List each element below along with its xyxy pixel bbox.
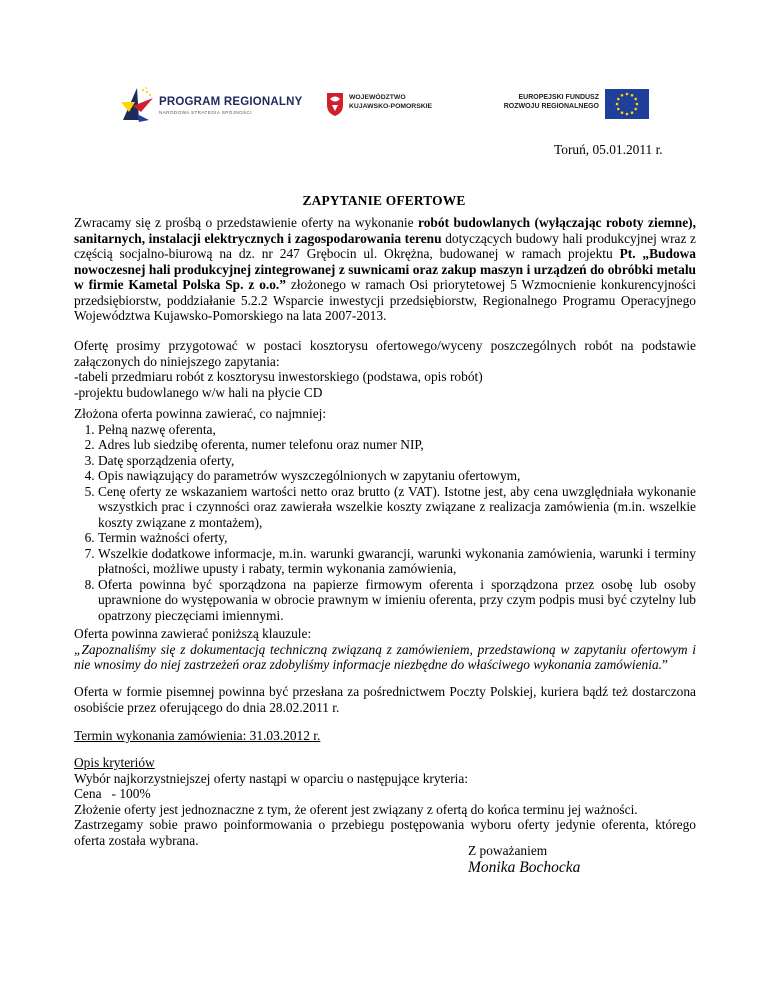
offer-form-item: -projektu budowlanego w/w hali na płycie CD [74, 384, 323, 400]
clause-quote-text: „Zapoznaliśmy się z dokumentacją techniczną związaną z zamówieniem, przedstawioną w zapytaniu ofertowym i nie wnosimy do niej zastrzeżeń oraz zdobyliśmy informacje niezbędne do właściwego wykonania zamówienia. [74, 641, 696, 672]
program-subtitle: NARODOWA STRATEGIA SPÓJNOŚCI [159, 110, 252, 115]
region-line-2: KUJAWSKO-POMORSKIE [349, 103, 433, 110]
eu-flag-icon [605, 89, 649, 119]
requirements-list [74, 422, 696, 624]
clause-intro: Oferta powinna zawierać poniższą klauzule: [74, 626, 312, 641]
intro-scope-bold: robót budowlanych (wyłączając roboty ziemne), sanitarnych, instalacji elektrycznych i zagospodarowania terenu [74, 215, 696, 246]
program-title: PROGRAM REGIONALNY [159, 96, 303, 108]
offer-form-item: -tabeli przedmiaru robót z kosztorysu inwestorskiego (podstawa, opis robót) [74, 369, 483, 384]
region-line-1: WOJEWÓDZTWO [349, 94, 406, 101]
criteria-line: Zastrzegamy sobie prawo poinformowania o przebiegu postępowania wyboru oferty jedynie oferenta, którego oferta została wybrana. [74, 817, 696, 848]
requirements-intro: Złożona oferta powinna zawierać, co najmniej: [74, 406, 327, 421]
program-regionalny-logo [119, 86, 303, 122]
eu-fund-logo [481, 86, 649, 122]
document-date: Toruń, 05.01.2011 r. [554, 142, 663, 157]
kujawsko-pomorskie-logo [325, 86, 455, 122]
criteria-heading: Opis kryteriów [74, 755, 155, 770]
list-item: 1. Pełną nazwę oferenta, [98, 422, 696, 438]
intro-text-1: Zwracamy się z prośbą o przedstawienie oferty na wykonanie [74, 215, 419, 230]
list-item: 8. Oferta powinna być sporządzona na papierze firmowym oferenta i sporządzona przez osobę lub osoby uprawnione do występowania w obrocie prawnym w imieniu oferenta, przy czym podpis musi być czytelny lub opatrzony pieczęciami imiennymi. [98, 577, 696, 624]
criteria-line: Złożenie oferty jest jednoznaczne z tym, że oferent jest związany z ofertą do końca terminu jej ważności. [74, 801, 638, 817]
criteria-section [74, 755, 696, 848]
signature-label: Z poważaniem [468, 843, 548, 858]
list-item: 2. Adres lub siedzibę oferenta, numer telefonu oraz numer NIP, [98, 437, 696, 453]
list-item: 3. Datę sporządzenia oferty, [98, 453, 696, 469]
list-item: 7. Wszelkie dodatkowe informacje, m.in. warunki gwarancji, warunki wykonania zamówienia, warunki i terminy płatności, możliwe upusty i rabaty, termin wykonania zamówienia, [98, 546, 696, 577]
offer-form-text: Ofertę prosimy przygotować w postaci kosztorysu ofertowego/wyceny poszczególnych robót na podstawie załączonych do niniejszego zapytania: [74, 338, 696, 369]
deadline-line: Termin wykonania zamówienia: 31.03.2012 r. [74, 728, 321, 743]
intro-paragraph [74, 215, 696, 324]
logo-banner [119, 86, 649, 122]
intro-project-bold: Pt. „Budowa nowoczesnej hali produkcyjnej zintegrowanej z suwnicami oraz zakup maszyn i urządzeń do obróbki metalu w firmie Kametal Polska Sp. z o.o.” [74, 246, 697, 292]
clause-section [74, 626, 696, 673]
list-item: 5. Cenę oferty ze wskazaniem wartości netto oraz brutto (z VAT). Istotne jest, aby cena uwzględniała wykonanie wszystkich prac i czynności oraz zawierała wszelkie koszty związane z realizacja zamówienia (m.in. wszelkie koszty związane z montażem), [98, 484, 696, 531]
criteria-price: Cena - 100% [74, 786, 151, 801]
fund-line-2: ROZWOJU REGIONALNEGO [503, 103, 599, 110]
intro-text-3: złożonego w ramach Osi priorytetowej 5 Wzmocnienie konkurencyjności przedsiębiorstw, poddziałanie 5.2.2 Wsparcie inwestycji przedsiębiorstw, Regionalnego Programu Operacyjnego Województwa Kujawsko-Pomorskiego na lata 2007-2013. [74, 277, 696, 323]
clause-quote [74, 642, 696, 673]
signature-name: Monika Bochocka [468, 859, 581, 876]
offer-form-section [74, 338, 696, 400]
intro-text-2: dotyczących budowy hali produkcyjnej wraz z częścią socjalno-biurową na dz. nr 247 Grębocin ul. Okrężna, budowanej w ramach projektu [74, 230, 697, 261]
criteria-line: Wybór najkorzystniejszej oferty nastąpi w oparciu o następujące kryteria: [74, 770, 469, 786]
nss-star-icon [119, 86, 155, 122]
document-title: ZAPYTANIE OFERTOWE [302, 193, 466, 208]
fund-line-1: EUROPEJSKI FUNDUSZ [518, 94, 599, 101]
list-item: 6. Termin ważności oferty, [98, 530, 696, 546]
list-item: 4. Opis nawiązujący do parametrów wyszczególnionych w zapytaniu ofertowym, [98, 468, 696, 484]
region-coat-of-arms-icon [325, 91, 345, 117]
requirements-section [74, 406, 696, 623]
clause-close-quote: ” [662, 657, 668, 672]
delivery-paragraph: Oferta w formie pisemnej powinna być przesłana za pośrednictwem Poczty Polskiej, kuriera bądź też dostarczona osobiście przez oferującego do dnia 28.02.2011 r. [74, 684, 696, 715]
